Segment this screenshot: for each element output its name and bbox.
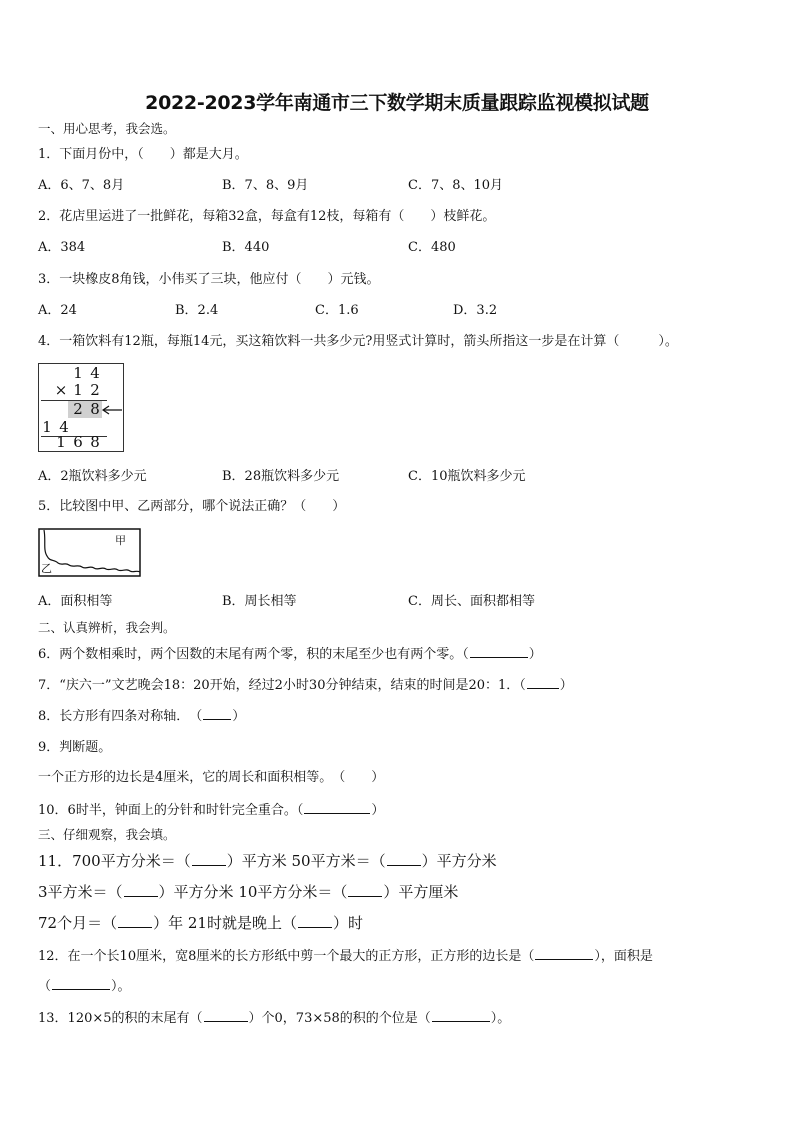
question-3-option-d[interactable]: D．3.2 [453,303,498,318]
answer-blank[interactable] [203,707,231,720]
q11-text: ）年 21时就是晚上（ [153,914,297,932]
left-arrow-icon [101,404,123,416]
question-10-close: ） [371,803,385,818]
question-10 [38,801,384,820]
q12-text: 12．在一个长10厘米，宽8厘米的长方形纸中剪一个最大的正方形，正方形的边长是（ [38,949,535,964]
question-5-option-a[interactable]: A．面积相等 [38,594,113,609]
question-3-stem: 3．一块橡皮8角钱，小伟买了三块，他应付（ ）元钱。 [38,272,380,287]
question-1-option-b[interactable]: B．7、8、9月 [222,178,309,193]
answer-blank[interactable] [432,1009,490,1022]
label-yi: 乙 [41,562,52,575]
calc-digit: 8 [90,400,100,418]
section-heading-2: 二、认真辨析，我会判。 [38,620,176,635]
question-9-body: 一个正方形的边长是4厘米，它的周长和面积相等。 （ ） [38,770,385,785]
answer-blank[interactable] [204,1009,248,1022]
question-12-line-1 [38,947,653,966]
question-7-text: 7．“庆六一”文艺晚会18：20开始，经过2小时30分钟结束，结束的时间是20：1．（ [38,678,526,693]
q11-text: ）平方分米 10平方分米＝（ [158,883,348,901]
question-2-option-a[interactable]: A．384 [38,240,86,255]
question-7-close: ） [559,678,573,693]
calc-digit: 1 [56,433,66,451]
q13-text: 13．120×5的积的末尾有（ [38,1011,203,1026]
q11-text: 3平方米＝（ [38,883,123,901]
question-6-text: 6．两个数相乘时，两个因数的末尾有两个零，积的末尾至少也有两个零。（ [38,647,469,662]
question-6-close: ） [528,647,542,662]
times-sign: × [54,381,68,399]
q12-text: （ [38,979,52,994]
question-8 [38,707,245,726]
q11-text: ）时 [332,914,363,932]
question-5-stem: 5．比较图中甲、乙两部分，哪个说法正确？（ ） [38,499,346,514]
q12-text: ），面积是 [594,949,653,964]
question-3-option-a[interactable]: A．24 [38,303,77,318]
calc-digit: 8 [90,433,100,451]
page-title: 2022-2023学年南通市三下数学期末质量跟踪监视模拟试题 [145,92,649,114]
q11-text: 11．700平方分米＝（ [38,852,191,870]
question-10-text: 10．6时半，钟面上的分针和时针完全重合。（ [38,803,304,818]
question-13 [38,1009,510,1028]
calc-digit: 1 [73,381,83,399]
q11-text: ）平方分米 [421,852,497,870]
q11-text: ）平方米 50平方米＝（ [226,852,386,870]
answer-blank[interactable] [304,801,370,814]
q11-text: ）平方厘米 [383,883,459,901]
calc-digit: 6 [73,433,83,451]
answer-blank[interactable] [298,915,332,928]
section-heading-1: 一、用心思考，我会选。 [38,121,176,136]
question-11-line-3 [38,914,363,932]
q11-text: 72个月＝（ [38,914,118,932]
answer-blank[interactable] [527,676,559,689]
question-1-option-c[interactable]: C．7、8、10月 [408,178,504,193]
answer-blank[interactable] [124,884,158,897]
question-8-text: 8．长方形有四条对称轴． （ [38,709,203,724]
calc-digit: 4 [59,418,69,436]
calc-digit: 4 [90,364,100,382]
calc-digit: 2 [90,381,100,399]
question-4-stem: 4．一箱饮料有12瓶，每瓶14元，买这箱饮料一共多少元?用竖式计算时，箭头所指这一步是在计算（ ）。 [38,334,678,349]
split-rectangle-figure [38,528,142,582]
calc-digit: 1 [42,418,52,436]
question-8-close: ） [232,709,246,724]
q12-text: ）。 [111,979,131,994]
answer-blank[interactable] [192,853,226,866]
question-5-option-c[interactable]: C．周长、面积都相等 [408,594,535,609]
question-5-option-b[interactable]: B．周长相等 [222,594,297,609]
answer-blank[interactable] [387,853,421,866]
answer-blank[interactable] [348,884,382,897]
question-11-line-2 [38,883,458,901]
question-1-stem: 1．下面月份中，（ ）都是大月。 [38,147,248,162]
question-4-option-b[interactable]: B．28瓶饮料多少元 [222,469,340,484]
question-12-line-2 [38,977,131,996]
question-4-option-c[interactable]: C．10瓶饮料多少元 [408,469,526,484]
calc-digit: 2 [73,400,83,418]
question-2-option-b[interactable]: B．440 [222,240,270,255]
question-1-option-a[interactable]: A．6、7、8月 [38,178,125,193]
question-3-option-b[interactable]: B．2.4 [175,303,219,318]
answer-blank[interactable] [470,645,528,658]
answer-blank[interactable] [118,915,152,928]
q13-text: ）。 [490,1011,511,1026]
question-2-stem: 2．花店里运进了一批鲜花，每箱32盒，每盒有12枝，每箱有（ ）枝鲜花。 [38,209,496,224]
vertical-multiplication-figure [38,363,124,452]
label-jia: 甲 [115,534,126,547]
question-9-stem: 9．判断题。 [38,740,112,755]
question-11-line-1 [38,852,497,870]
answer-blank[interactable] [52,977,110,990]
question-2-option-c[interactable]: C．480 [408,240,456,255]
answer-blank[interactable] [535,947,593,960]
q13-text: ）个0，73×58的积的个位是（ [248,1011,431,1026]
calc-digit: 1 [73,364,83,382]
question-7 [38,676,573,695]
question-4-option-a[interactable]: A．2瓶饮料多少元 [38,469,147,484]
question-6 [38,645,542,664]
question-3-option-c[interactable]: C．1.6 [315,303,359,318]
section-heading-3: 三、仔细观察，我会填。 [38,827,176,842]
